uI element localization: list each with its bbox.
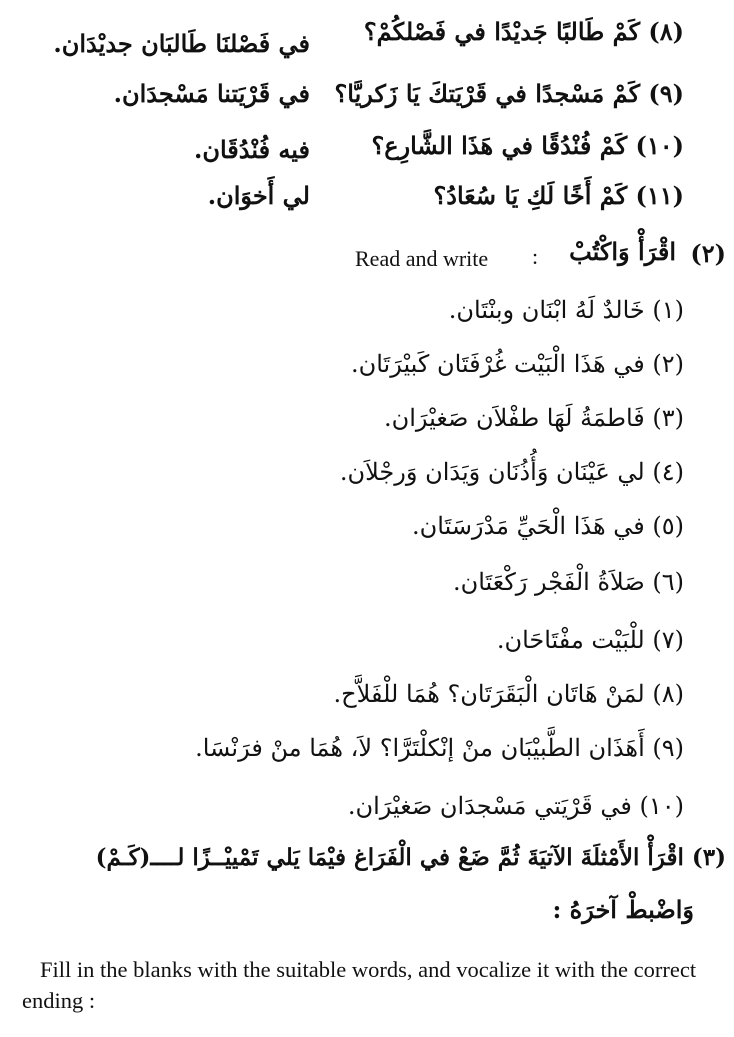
section-2-item-9: (٩) أَهَذَان الطَّبيْبَان منْ إنْكلْتَرَّا؟ لاَ، هُمَا منْ فرَنْسَا. (195, 734, 684, 762)
section-2-title-arabic: اقْرَأْ وَاكْتُبْ (569, 237, 676, 266)
question-10: (١٠) كَمْ فُنْدُقًا في هَذَا الشَّارِع؟ (371, 131, 684, 160)
answer-9: في قَرْيَتنا مَسْجدَان. (113, 79, 310, 108)
section-2-item-1: (١) خَالدٌ لَهُ ابْنَان وبنْتَان. (448, 296, 684, 324)
answer-10: فيه فُنْدُقَان. (193, 135, 310, 164)
answer-11: لي أَخوَان. (207, 181, 310, 210)
section-2-number: (٢) (690, 239, 726, 268)
question-9: (٩) كَمْ مَسْجدًا في قَرْيَتكَ يَا زَكريَّا؟ (334, 79, 684, 108)
section-2-item-8: (٨) لمَنْ هَاتَان الْبَقَرَتَان؟ هُمَا للْفَلاَّح. (333, 680, 684, 708)
section-2-item-7: (٧) للْبَيْت مفْتَاحَان. (496, 626, 684, 654)
section-2-item-2: (٢) في هَذَا الْبَيْت غُرْفَتَان كَبيْرَتَان. (350, 350, 684, 378)
question-11: (١١) كَمْ أَخًا لَكِ يَا سُعَادُ؟ (433, 181, 684, 210)
question-8: (٨) كَمْ طَالبًا جَديْدًا في فَصْلكُمْ؟ (363, 17, 684, 46)
section-3-heading-line-1: (٣) اقْرَأْ الأَمْثلَةَ الآتيَةَ ثُمَّ ضَعْ في الْفَرَاغ فيْمَا يَلي تَمْييْــزًا لــــ(كَـمْ) (95, 844, 726, 871)
section-2-item-3: (٣) فَاطمَةُ لَهَا طفْلاَن صَغيْرَان. (383, 404, 684, 432)
section-3-instruction-english: Fill in the blanks with the suitable words, and vocalize it with the correct ending : (22, 957, 697, 1013)
section-2-title-english: Read and write (355, 246, 489, 271)
section-3-heading-line-2: وَاضْبطْ آخرَهُ : (552, 895, 694, 924)
section-2-item-6: (٦) صَلاَةُ الْفَجْر رَكْعَتَان. (452, 568, 684, 596)
section-2-colon: : (532, 244, 539, 269)
section-2-item-10: (١٠) في قَرْيَتي مَسْجدَان صَغيْرَان. (347, 792, 684, 820)
section-2-item-4: (٤) لي عَيْنَان وَأُذُنَان وَيَدَان وَرجْلاَن. (339, 458, 684, 486)
answer-8: في فَصْلنَا طَالبَان جديْدَان. (53, 29, 310, 58)
section-2-item-5: (٥) في هَذَا الْحَيِّ مَدْرَسَتَان. (412, 512, 684, 540)
